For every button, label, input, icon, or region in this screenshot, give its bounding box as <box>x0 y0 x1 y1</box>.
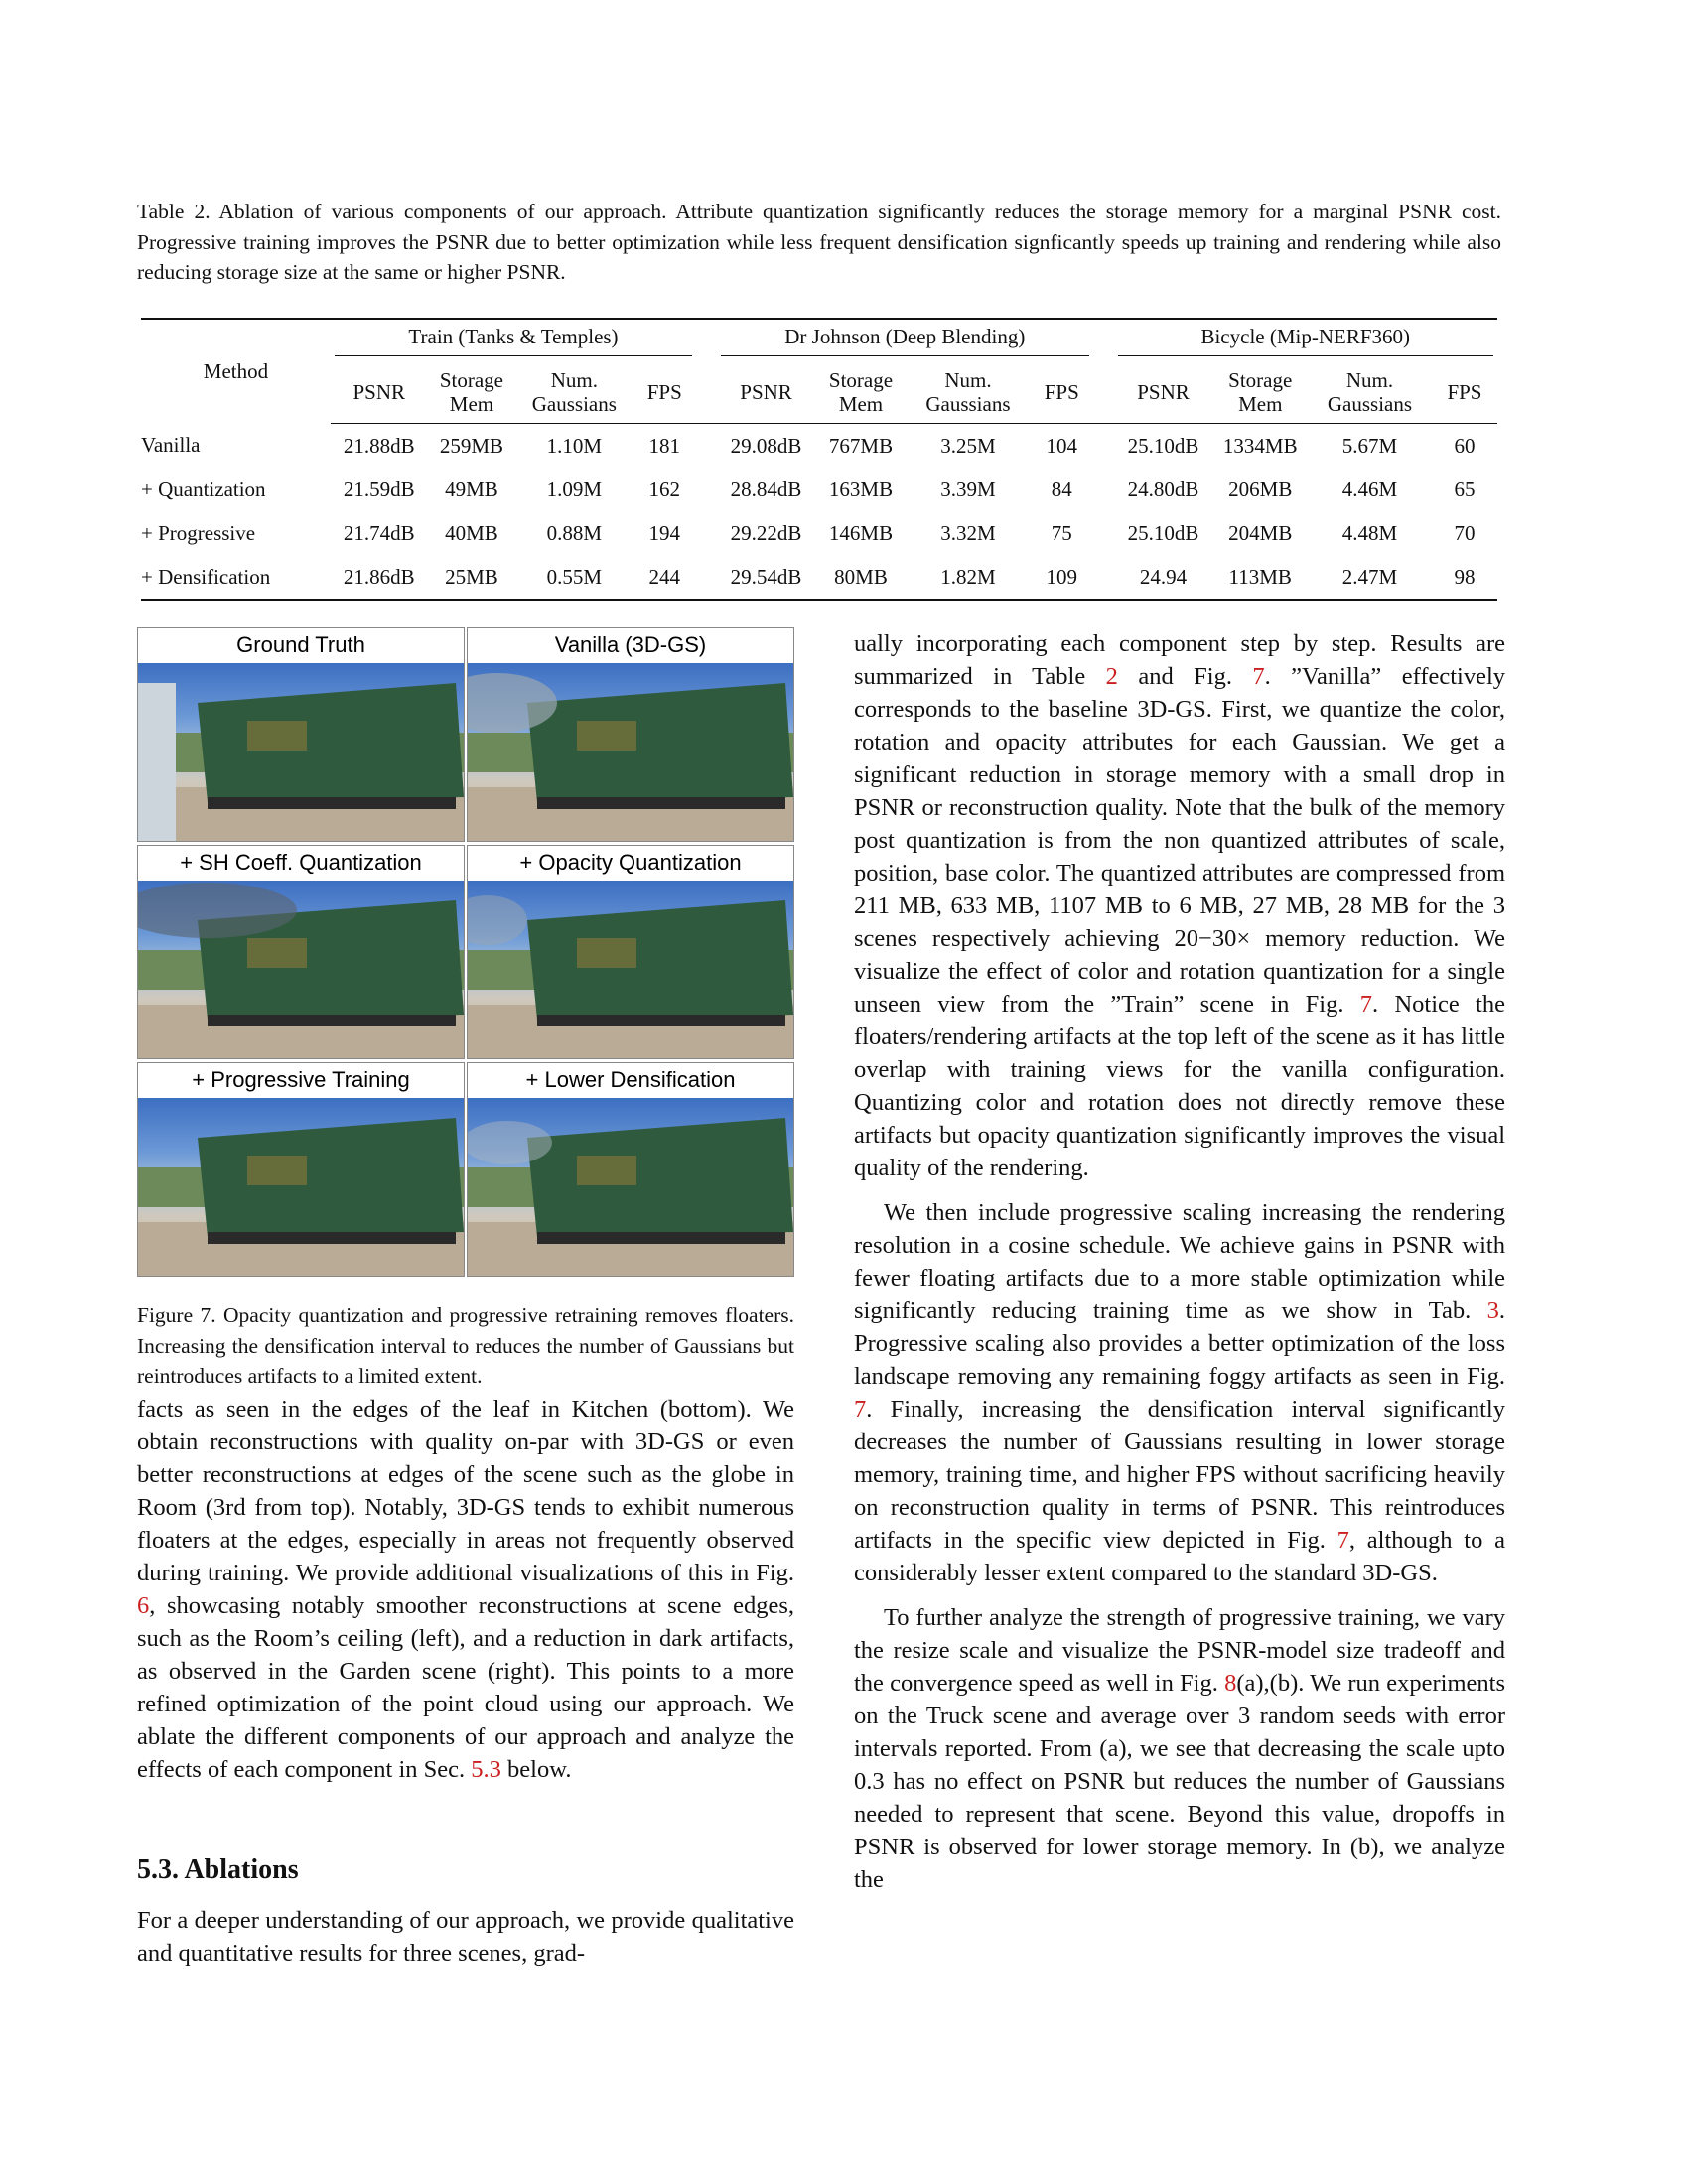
group-header-drjohnson: Dr Johnson (Deep Blending) <box>721 325 1090 356</box>
table-row <box>141 468 1497 511</box>
cell: 29.54dB <box>717 555 816 600</box>
cell: 21.86dB <box>331 555 428 600</box>
cell: 259MB <box>439 433 504 458</box>
cell: 21.59dB <box>343 477 415 501</box>
left-column-text <box>137 1393 794 1798</box>
ablation-table <box>141 318 1497 601</box>
train-image <box>138 663 464 842</box>
section-heading: 5.3. Ablations <box>137 1854 299 1885</box>
figure-panel-progressive-training <box>137 1062 465 1277</box>
cell: 65 <box>1454 477 1476 501</box>
cell: 4.46M <box>1341 477 1398 501</box>
group-header-train: Train (Tanks & Temples) <box>335 325 692 356</box>
paragraph: facts as seen in the edges of the leaf in Kitchen (bottom). We obtain reconstructions with quality on-par with 3D-GS or even better reconstructions at edges of the scene such as the globe in Room (3rd from top). Notably, 3D-GS tends to exhibit numerous floaters at the edges, especially in areas not frequently observed during training. We provide additional visualizations of this in Fig. 6, showcasing notably smoother reconstructions at scene edges, such as the Room’s ceiling (left), and a reduction in dark artifacts, as observed in the Garden scene (right). This points to a more refined optimization of the point cloud using our approach. We ablate the different components of our approach and analyze the effects of each component in Sec. 5.3 below. <box>137 1396 794 1783</box>
row-method: + Densification <box>141 555 331 600</box>
cell: 204MB <box>1228 520 1293 545</box>
fig-ref-link[interactable]: 7 <box>1252 663 1265 690</box>
tab-ref-link[interactable]: 3 <box>1486 1297 1499 1324</box>
cell: 194 <box>648 520 681 545</box>
col-header-fps: FPS <box>1432 361 1497 424</box>
panel-title: + Progressive Training <box>192 1067 410 1092</box>
cell: 84 <box>1051 477 1072 501</box>
cell: 29.22dB <box>730 520 802 545</box>
cell: 3.32M <box>940 520 996 545</box>
train-image <box>468 1098 793 1277</box>
cell: 21.74dB <box>343 520 415 545</box>
cell: 75 <box>1051 520 1072 545</box>
figure-panel-ground-truth <box>137 627 465 842</box>
col-header-num-gaussians: Num. Gaussians <box>906 361 1030 424</box>
cell: 21.88dB <box>343 433 415 458</box>
fig-ref-link[interactable]: 7 <box>1359 991 1373 1018</box>
train-image <box>138 1098 464 1277</box>
row-method: Vanilla <box>141 433 201 458</box>
col-header-fps: FPS <box>1030 361 1093 424</box>
figure-panel-vanilla <box>467 627 794 842</box>
cell: 3.39M <box>940 477 996 501</box>
cell: 24.94 <box>1114 555 1213 600</box>
col-header-num-gaussians: Num. Gaussians <box>1308 361 1432 424</box>
sec-ref-link[interactable]: 5.3 <box>471 1756 501 1783</box>
cell: 4.48M <box>1341 520 1398 545</box>
cell: 0.88M <box>546 520 603 545</box>
cell: 2.47M <box>1308 555 1432 600</box>
cell: 24.80dB <box>1127 477 1199 501</box>
cell: 60 <box>1454 433 1476 458</box>
figure-panel-opacity-quantization <box>467 845 794 1059</box>
row-method: + Quantization <box>141 477 266 501</box>
table-ref-link[interactable]: 2 <box>1105 663 1118 690</box>
train-image <box>468 881 793 1059</box>
col-header-storage: Storage Mem <box>428 361 516 424</box>
table-row <box>141 511 1497 555</box>
table-caption: Table 2. Ablation of various components of our approach. Attribute quantization significantly reduces the storage memory for a marginal PSNR cost. Progressive training improves the PSNR due to better optimization while less frequent densification signficantly speeds up training and rendering while also reducing storage size at the same or higher PSNR. <box>137 200 1501 284</box>
cell: 70 <box>1454 520 1476 545</box>
table-row <box>141 424 1497 469</box>
cell: 113MB <box>1213 555 1308 600</box>
fig-ref-link[interactable]: 7 <box>1336 1527 1349 1554</box>
method-header: Method <box>141 319 331 424</box>
cell: 25.10dB <box>1127 520 1199 545</box>
panel-title: Vanilla (3D-GS) <box>554 632 707 657</box>
cell: 25MB <box>428 555 516 600</box>
table-row <box>141 555 1497 600</box>
cell: 5.67M <box>1341 433 1398 458</box>
cell: 206MB <box>1228 477 1293 501</box>
paragraph: We then include progressive scaling increasing the rendering resolution in a cosine schedule. We achieve gains in PSNR with fewer floating artifacts due to a more stable optimization while significantly reducing training time as we show in Tab. 3. Progressive scaling also provides a better optimization of the loss landscape removing any remaining foggy artifacts as seen in Fig. 7. Finally, increasing the densification interval significantly decreases the number of Gaussians resulting in lower storage memory, training time, and higher FPS without sacrificing heavily on reconstruction quality in terms of PSNR. This reintroduces artifacts in the specific view depicted in Fig. 7, although to a considerably lesser extent compared to the standard 3D-GS. <box>854 1199 1506 1586</box>
panel-title: + SH Coeff. Quantization <box>180 850 422 875</box>
right-column-text <box>854 627 1505 1908</box>
col-header-psnr: PSNR <box>331 361 428 424</box>
col-header-num-gaussians: Num. Gaussians <box>515 361 633 424</box>
cell: 49MB <box>445 477 498 501</box>
col-header-storage: Storage Mem <box>1213 361 1308 424</box>
cell: 0.55M <box>515 555 633 600</box>
cell: 25.10dB <box>1127 433 1199 458</box>
cell: 3.25M <box>940 433 996 458</box>
panel-title: + Lower Densification <box>525 1067 736 1092</box>
cell: 767MB <box>828 433 894 458</box>
cell: 181 <box>648 433 681 458</box>
cell: 1334MB <box>1222 433 1298 458</box>
row-method: + Progressive <box>141 520 256 545</box>
fig-ref-link[interactable]: 7 <box>854 1396 867 1423</box>
cell: 146MB <box>828 520 894 545</box>
cell: 29.08dB <box>730 433 802 458</box>
figure-panel-lower-densification <box>467 1062 794 1277</box>
cell: 80MB <box>816 555 907 600</box>
figure-caption: Figure 7. Opacity quantization and progressive retraining removes floaters. Increasing the densification interval to reduces the number of Gaussians but reintroduces artifacts to a limited extent. <box>137 1303 794 1388</box>
cell: 98 <box>1432 555 1497 600</box>
cell: 40MB <box>445 520 498 545</box>
train-image <box>468 663 793 842</box>
cell: 109 <box>1030 555 1093 600</box>
cell: 163MB <box>828 477 894 501</box>
cell: 1.09M <box>546 477 603 501</box>
figure-7 <box>137 627 794 1283</box>
cell: 1.10M <box>546 433 603 458</box>
cell: 244 <box>633 555 696 600</box>
train-image <box>138 881 464 1059</box>
col-header-psnr: PSNR <box>1114 361 1213 424</box>
left-column-text-2 <box>137 1904 794 1981</box>
cell: 1.82M <box>906 555 1030 600</box>
cell: 104 <box>1046 433 1077 458</box>
cell: 28.84dB <box>730 477 802 501</box>
figure-panel-sh-quantization <box>137 845 465 1059</box>
cell: 162 <box>648 477 681 501</box>
group-header-bicycle: Bicycle (Mip-NERF360) <box>1118 325 1493 356</box>
fig-ref-link[interactable]: 8 <box>1224 1670 1237 1697</box>
fig-ref-link[interactable]: 6 <box>137 1592 150 1619</box>
paragraph: To further analyze the strength of progressive training, we vary the resize scale and visualize the PSNR-model size tradeoff and the convergence speed as well in Fig. 8(a),(b). We run experiments on the Truck scene and average over 3 random seeds with error intervals reported. From (a), we see that decreasing the scale upto 0.3 has no effect on PSNR but reduces the number of Gaussians needed to represent that scene. Beyond this value, dropoffs in PSNR is observed for lower storage memory. In (b), we analyze the <box>854 1604 1506 1893</box>
panel-title: Ground Truth <box>236 632 365 657</box>
col-header-psnr: PSNR <box>717 361 816 424</box>
paragraph: ually incorporating each component step by step. Results are summarized in Table 2 and Fig. 7. ”Vanilla” effectively corresponds to the baseline 3D-GS. First, we quantize the color, rotation and opacity attributes for each Gaussian. We get a significant reduction in storage memory with a small drop in PSNR or reconstruction quality. Note that the bulk of the memory post quantization is from the non quantized attributes of scale, position, base color. The quantized attributes are compressed from 211 MB, 633 MB, 1107 MB to 6 MB, 27 MB, 28 MB for the 3 scenes respectively achieving 20−30× memory reduction. We visualize the effect of color and rotation quantization for a single unseen view from the ”Train” scene in Fig. 7. Notice the floaters/rendering artifacts at the top left of the scene as it has little overlap with training views for the vanilla configuration. Quantizing color and rotation does not directly remove these artifacts but opacity quantization significantly improves the visual quality of the rendering. <box>854 630 1506 1181</box>
col-header-storage: Storage Mem <box>816 361 907 424</box>
panel-title: + Opacity Quantization <box>519 850 742 875</box>
paragraph: For a deeper understanding of our approach, we provide qualitative and quantitative results for three scenes, grad- <box>137 1907 794 1967</box>
col-header-fps: FPS <box>633 361 696 424</box>
